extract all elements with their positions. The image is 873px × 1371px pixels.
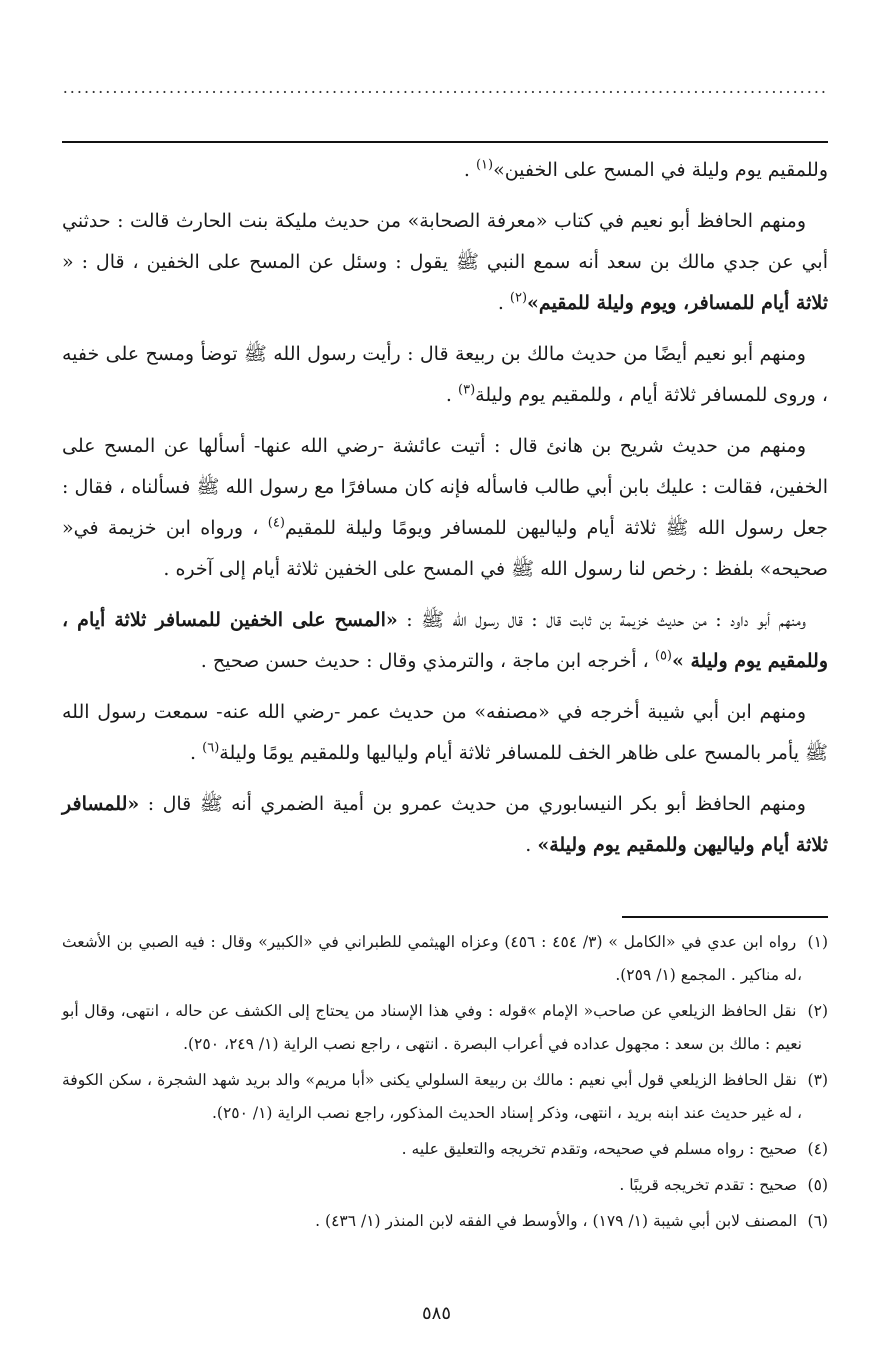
- hadith-quote: «للمسافر ثلاثة أيام ولياليهن وللمقيم يوم وليلة»: [62, 793, 828, 856]
- paragraph-2: [62, 334, 828, 416]
- hadith-quote: ثلاثة أيام للمسافر، ويوم وليلة للمقيم»: [527, 292, 828, 314]
- paragraph-text: ، أخرجه ابن ماجة ، والترمذي وقال : حديث حسن صحيح .: [200, 650, 655, 672]
- footnote-separator: [622, 916, 828, 918]
- paragraph-text: .: [445, 384, 459, 406]
- footnote-6: [62, 1205, 828, 1238]
- paragraph-5: [62, 692, 828, 774]
- footnote-number: (٥): [807, 1176, 828, 1194]
- footnote-ref[interactable]: (٦): [202, 740, 220, 756]
- paragraph-0: [62, 150, 828, 191]
- paragraph-text: ومنهم أبو داود : من حديث خزيمة بن ثابت قال : قال رسول الله ﷺ :: [397, 609, 806, 631]
- paragraph-text: ومنهم الحافظ أبو نعيم في كتاب «معرفة الصحابة» من حديث مليكة بنت الحارث قالت : حدثني أبي عن جدي مالك بن سعد أنه سمع النبي ﷺ يقول : وسئل عن المسح على الخفين ، قال : «: [62, 210, 828, 273]
- paragraph-4: [62, 600, 828, 682]
- footnote-number: (٣): [807, 1071, 828, 1089]
- footnote-text: رواه ابن عدي في «الكامل » (٣/ ٤٥٤ : ٤٥٦) وعزاه الهيثمي للطبراني في «الكبير» وقال : فيه الصبي بن الأشعث ،له مناكير . المجمع (١/ ٢٥٩).: [62, 933, 802, 984]
- footnote-5: [62, 1169, 828, 1202]
- paragraph-text: وللمقيم يوم وليلة في المسح على الخفين»: [493, 159, 828, 181]
- paragraph-text: .: [525, 834, 538, 856]
- paragraph-text: .: [497, 292, 510, 314]
- footnote-number: (١): [807, 933, 828, 951]
- footnote-text: المصنف لابن أبي شيبة (١/ ١٧٩) ، والأوسط في الفقه لابن المنذر (١/ ٤٣٦) .: [315, 1212, 798, 1230]
- paragraph-text: .: [190, 742, 203, 764]
- paragraph-text: ، ورواه ابن خزيمة في« صحيحه» بلفظ : رخص لنا رسول الله ﷺ في المسح على الخفين ثلاثة أيام إلى آخره .: [62, 517, 828, 580]
- footnotes: [62, 926, 828, 1241]
- footnote-ref[interactable]: (٥): [654, 648, 672, 664]
- paragraph-text: ومنهم ابن أبي شيبة أخرجه في «مصنفه» من حديث عمر -رضي الله عنه- سمعت رسول الله ﷺ يأمر بالمسح على ظاهر الخف للمسافر ثلاثة أيام ولياليها وللمقيم يومًا وليلة: [62, 701, 828, 764]
- footnote-2: [62, 995, 828, 1061]
- footnote-number: (٤): [807, 1140, 828, 1158]
- header-rule: [62, 141, 828, 143]
- footnote-ref[interactable]: (٣): [458, 382, 476, 398]
- main-text: [62, 150, 828, 876]
- footnote-ref[interactable]: (٤): [267, 515, 285, 531]
- footnote-text: صحيح : رواه مسلم في صحيحه، وتقدم تخريجه والتعليق عليه .: [401, 1140, 798, 1158]
- header-dotted-line: ............................................................................................................: [62, 78, 828, 97]
- footnote-text: نقل الحافظ الزيلعي عن صاحب« الإمام »قوله : وفي هذا الإسناد من يحتاج إلى الكشف عن حاله ، انتهى، وقال أبو نعيم : مالك بن سعد : مجهول عداده في أعراب البصرة . انتهى ، راجع نصب الراية (١/ ٢٤٩، ٢٥٠).: [62, 1002, 802, 1053]
- paragraph-1: [62, 201, 828, 324]
- paragraph-text: ومنهم أبو نعيم أيضًا من حديث مالك بن ربيعة قال : رأيت رسول الله ﷺ توضأ ومسح على خفيه ، وروى للمسافر ثلاثة أيام ، وللمقيم يوم وليلة: [62, 343, 828, 406]
- paragraph-6: [62, 784, 828, 866]
- footnote-4: [62, 1133, 828, 1166]
- footnote-number: (٦): [807, 1212, 828, 1230]
- footnote-text: صحيح : تقدم تخريجه قريبًا .: [619, 1176, 798, 1194]
- footnote-ref[interactable]: (٢): [509, 290, 528, 306]
- paragraph-text: .: [463, 159, 476, 181]
- paragraph-3: [62, 426, 828, 590]
- page-number: ٥٨٥: [421, 1303, 451, 1324]
- paragraph-text: ومنهم من حديث شريح بن هانئ قال : أتيت عائشة -رضي الله عنها- أسألها عن المسح على الخفين، فقالت : عليك بابن أبي طالب فاسأله فإنه كان مسافرًا مع رسول الله ﷺ فسألناه ، فقال : جعل رسول الله ﷺ ثلاثة أيام ولياليهن للمسافر ويومًا وليلة للمقيم: [62, 435, 829, 539]
- footnote-3: [62, 1064, 828, 1130]
- footnote-ref[interactable]: (١): [475, 157, 494, 173]
- footnote-number: (٢): [807, 1002, 828, 1020]
- paragraph-text: ومنهم الحافظ أبو بكر النيسابوري من حديث عمرو بن أمية الضمري أنه ﷺ قال :: [139, 793, 806, 815]
- hadith-quote: «المسح على الخفين للمسافر ثلاثة أيام ، وللمقيم يوم وليلة »: [62, 609, 828, 672]
- footnote-text: نقل الحافظ الزيلعي قول أبي نعيم : مالك بن ربيعة السلولي يكنى «أبا مريم» والد بريد شهد الشجرة ، سكن الكوفة ، له غير حديث عند ابنه بريد ، انتهى، وذكر إسناد الحديث المذكور، راجع نصب الراية (١/ ٢٥٠).: [62, 1071, 802, 1122]
- footnote-1: [62, 926, 828, 992]
